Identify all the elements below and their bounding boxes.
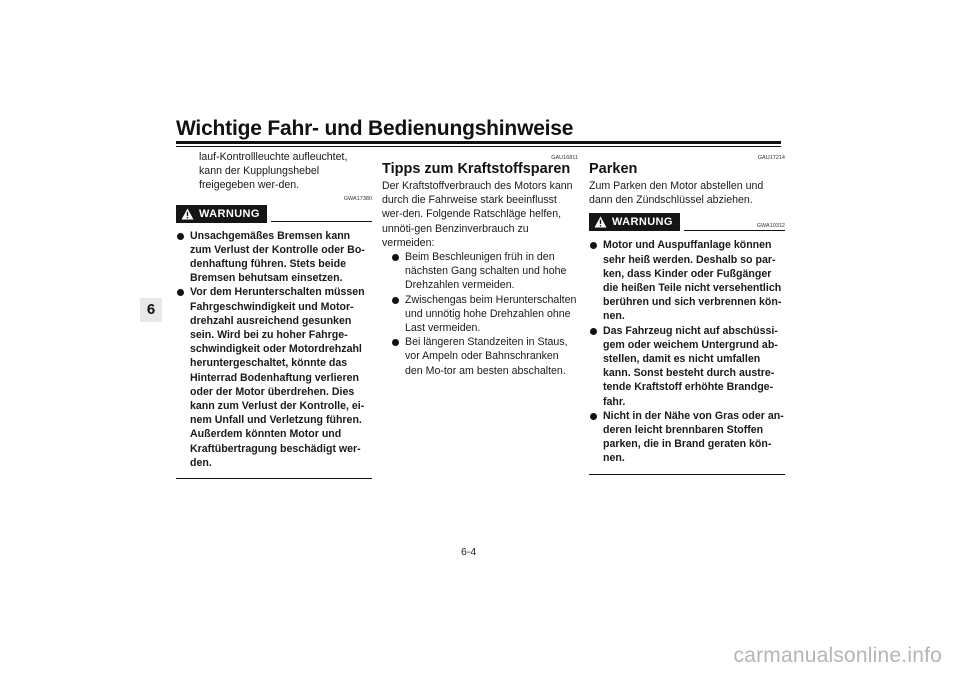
section-intro: Der Kraftstoffverbrauch des Motors kann durch die Fahrweise stark beeinflusst wer-den. Folgende Ratschläge helfen, unnöti-gen Benzinverbrauch zu vermeiden: (382, 180, 573, 249)
continued-paragraph: lauf-Kontrollleuchte aufleuchtet, kann der Kupplungshebel freigegeben wer-den. (199, 151, 348, 192)
list-item (589, 324, 785, 409)
bullet-icon (392, 254, 399, 261)
page-title: Wichtige Fahr- und Bedienungshinweise (176, 117, 574, 140)
warning-header (176, 205, 372, 223)
list-item-text: Beim Beschleunigen früh in den nächsten Gang schalten und hohe Drehzahlen vermeiden. (405, 251, 567, 292)
list-item-text: Vor dem Herunterschalten müssen Fahrgeschwindigkeit und Motor-drehzahl ausreichend gesunken sein. Wird bei zu hoher Fahrge-schwindigkeit oder Motordrehzahl heruntergeschaltet, könnte das Hinterrad Bodenhaftung verlieren oder der Motor überdrehen. Dies kann zum Verlust der Kontrolle, ei-nem Unfall und Verletzung führen. Außerdem könnten Motor und Kraftübertragung beschädigt wer-den. (190, 286, 365, 469)
tips-list (382, 250, 578, 378)
column-2 (382, 152, 578, 378)
list-item-text: Bei längeren Standzeiten in Staus, vor Ampeln oder Bahnschranken den Mo-tor am besten abschalten. (405, 336, 568, 377)
warning-rule (271, 221, 372, 222)
warning-label: WARNUNG (612, 216, 673, 229)
warning-label: WARNUNG (199, 207, 260, 220)
list-item (391, 335, 578, 378)
list-item-text: Unsachgemäßes Bremsen kann zum Verlust der Kontrolle oder Bo-denhaftung führen. Stets beide Bremsen behutsam einsetzen. (190, 229, 365, 285)
column-1 (176, 150, 372, 479)
warning-end-rule (589, 474, 785, 475)
list-item-text: Motor und Auspuffanlage können sehr heiß werden. Deshalb so par-ken, dass Kinder oder Fußgänger die heißen Teile nicht versehentlich berühren und sich verbrennen kön-nen. (603, 239, 782, 323)
chapter-tab: 6 (140, 298, 162, 322)
section-intro: Zum Parken den Motor abstellen und dann den Zündschlüssel abziehen. (589, 180, 764, 207)
list-item (176, 285, 372, 470)
section-code: GAU17214 (757, 155, 785, 161)
bullet-icon (392, 339, 399, 346)
section-heading: Tipps zum Kraftstoffsparen (382, 161, 571, 177)
warning-badge (589, 213, 680, 231)
bullet-icon (392, 297, 399, 304)
warning-triangle-icon (594, 216, 607, 228)
warning-code: GWA10312 (756, 223, 785, 230)
warning-list (589, 238, 785, 465)
bullet-icon (177, 289, 184, 296)
watermark: carmanualsonline.info (733, 644, 942, 667)
column-3 (589, 152, 785, 475)
warning-end-rule (176, 478, 372, 479)
list-item (391, 250, 578, 293)
warning-triangle-icon (181, 208, 194, 220)
bullet-icon (177, 233, 184, 240)
list-item (589, 409, 785, 466)
bullet-icon (590, 328, 597, 335)
list-item-text: Das Fahrzeug nicht auf abschüssi-gem oder weichem Untergrund ab-stellen, damit es nicht umfallen kann. Sonst besteht durch austre-tende Kraftstoff erhöhte Brandge-fahr. (603, 324, 778, 408)
page-number: 6-4 (461, 546, 477, 558)
list-item-text: Zwischengas beim Herunterschalten und unnötig hohe Drehzahlen ohne Last vermeiden. (405, 293, 577, 335)
section-code: GAU16811 (551, 155, 578, 161)
bullet-icon (590, 242, 597, 249)
bullet-icon (590, 413, 597, 420)
list-item (176, 229, 372, 286)
section-heading: Parken (589, 161, 638, 177)
warning-rule (684, 230, 785, 231)
warning-badge (176, 205, 267, 223)
title-rule (176, 141, 781, 144)
warning-list (176, 229, 372, 470)
list-item (589, 238, 785, 323)
list-item (391, 293, 578, 336)
list-item-text: Nicht in der Nähe von Gras oder an-deren leicht brennbaren Stoffen parken, die in Brand geraten kön-nen. (603, 409, 784, 465)
warning-code: GWA17380 (343, 195, 372, 202)
